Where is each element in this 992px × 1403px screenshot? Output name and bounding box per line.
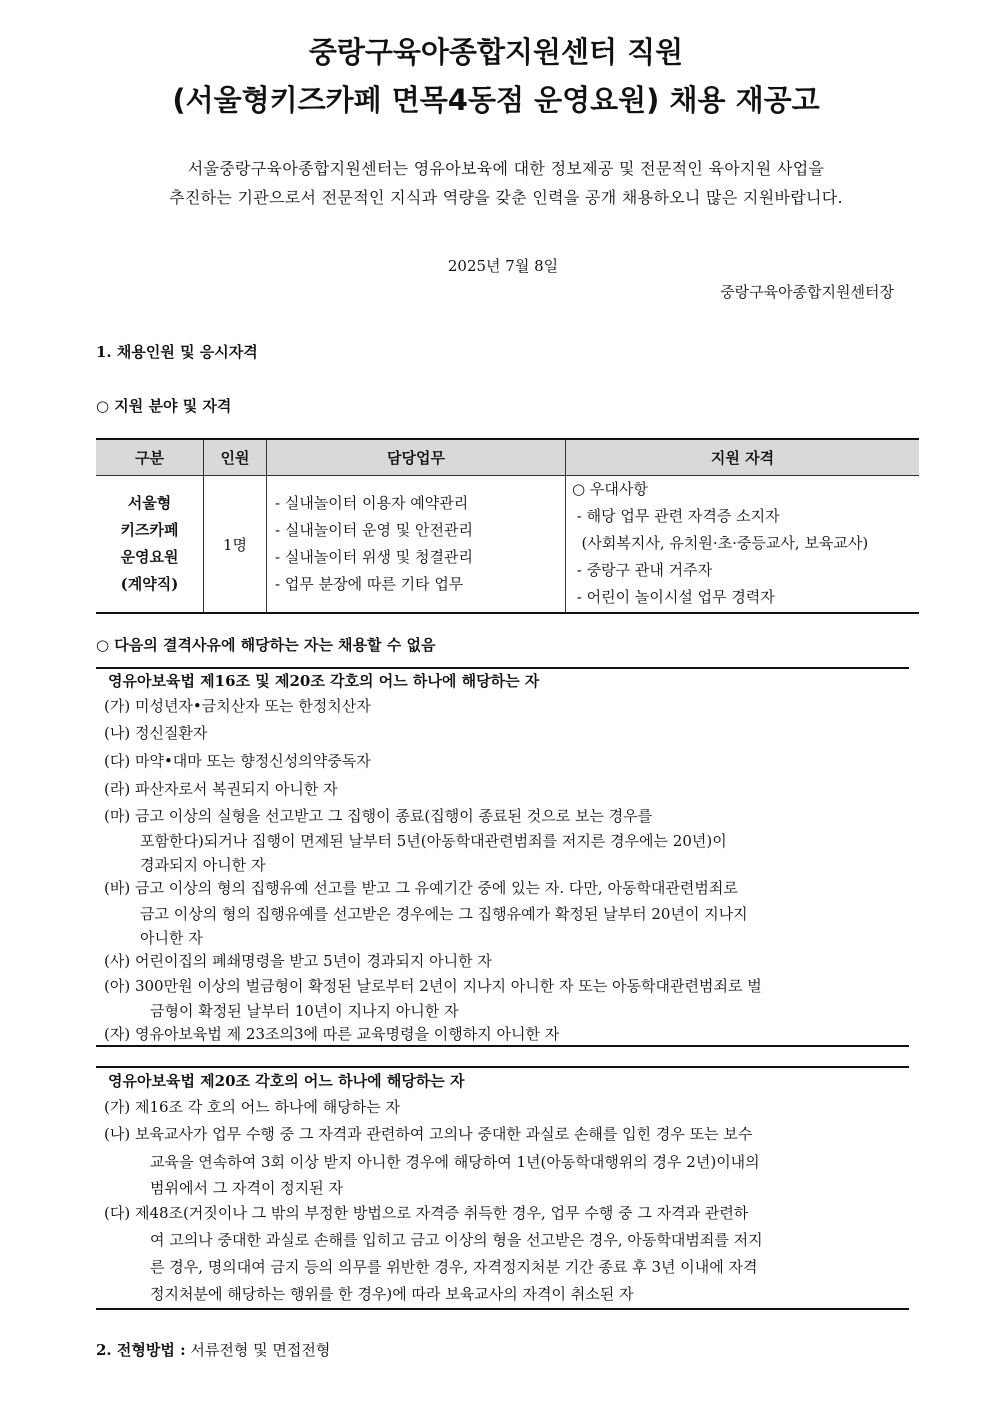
block1-item-da: (다) 마약•대마 또는 향정신성의약중독자	[104, 752, 371, 770]
duty-item: - 실내놀이터 운영 및 안전관리	[275, 521, 474, 539]
header-qualifications: 지원 자격	[566, 439, 920, 476]
qualification-item: - 해당 업무 관련 자격증 소지자	[572, 507, 780, 525]
qualification-item: ○ 우대사항	[572, 480, 648, 498]
section2-line	[96, 1339, 330, 1360]
section1-heading: 1. 채용인원 및 응시자격	[96, 343, 258, 361]
table-header-row	[96, 439, 919, 476]
block1-title: 영유아보육법 제16조 및 제20조 각호의 어느 하나에 해당하는 자	[108, 672, 540, 690]
block2-title: 영유아보육법 제20조 각호의 어느 하나에 해당하는 자	[108, 1072, 465, 1090]
section2-value: 서류전형 및 면접전형	[190, 1341, 331, 1359]
block2-bottom-rule	[96, 1308, 909, 1310]
block1-item-ma-line2: 포함한다)되거나 집행이 면제된 날부터 5년(아동학대관련범죄를 저지른 경우에는 20년)이	[140, 832, 727, 850]
block2-item-na-line1: (나) 보육교사가 업무 수행 중 그 자격과 관련하여 고의나 중대한 과실로 손해를 입힌 경우 또는 보수	[104, 1125, 753, 1143]
header-category: 구분	[96, 439, 204, 476]
block1-item-a-line1: (아) 300만원 이상의 벌금형이 확정된 날로부터 2년이 지나지 아니한 자 또는 아동학대관련범죄로 벌	[104, 977, 762, 995]
block1-item-ja: (자) 영유아보육법 제 23조의3에 따른 교육명령을 이행하지 아니한 자	[104, 1025, 560, 1043]
block1-item-na: (나) 정신질환자	[104, 724, 208, 742]
section2-heading: 2. 전형방법 :	[96, 1341, 186, 1359]
block1-item-ba-line1: (바) 금고 이상의 형의 집행유예 선고를 받고 그 유예기간 중에 있는 자. 다만, 아동학대관련범죄로	[104, 879, 738, 897]
category-cell	[96, 476, 204, 614]
qualification-item: - 중랑구 관내 거주자	[572, 561, 713, 579]
qualification-item: (사회복지사, 유치원·초·중등교사, 보육교사)	[572, 534, 869, 552]
qualification-table	[96, 438, 919, 614]
block2-item-na-line2: 교육을 연속하여 3회 이상 받지 아니한 경우에 해당하여 1년(아동학대행위의 경우 2년)이내의	[150, 1153, 760, 1171]
block1-bottom-rule	[96, 1045, 909, 1047]
page-title-line2: (서울형키즈카페 면목4동점 운영요원) 채용 재공고	[172, 83, 820, 117]
block2-item-da-line2: 여 고의나 중대한 과실로 손해를 입히고 금고 이상의 형을 선고받은 경우, 아동학대범죄를 저지	[150, 1231, 763, 1249]
block2-item-da-line3: 른 경우, 명의대여 금지 등의 의무를 위반한 경우, 자격정지처분 기간 종료 후 3년 이내에 자격	[150, 1258, 758, 1276]
duty-item: - 업무 분장에 따른 기타 업무	[275, 575, 464, 593]
category-line: (계약직)	[120, 575, 179, 593]
block1-item-ra: (라) 파산자로서 복권되지 아니한 자	[104, 780, 338, 798]
block1-item-ba-line3: 아니한 자	[140, 929, 203, 947]
block2-item-na-line3: 범위에서 그 자격이 정지된 자	[150, 1179, 343, 1197]
header-count: 인원	[204, 439, 267, 476]
block2-item-da-line1: (다) 제48조(거짓이나 그 밖의 부정한 방법으로 자격증 취득한 경우, 업무 수행 중 그 자격과 관련하	[104, 1204, 749, 1222]
section1-sub-heading: ○ 지원 분야 및 자격	[96, 397, 232, 415]
disqualification-heading: ○ 다음의 결격사유에 해당하는 자는 채용할 수 없음	[96, 636, 436, 654]
announcement-date: 2025년 7월 8일	[447, 257, 559, 275]
duty-item: - 실내놀이터 이용자 예약관리	[275, 494, 469, 512]
block2-item-ga: (가) 제16조 각 호의 어느 하나에 해당하는 자	[104, 1098, 401, 1116]
category-line: 서울형	[127, 494, 172, 512]
block2-top-rule	[96, 1066, 909, 1068]
duty-item: - 실내놀이터 위생 및 청결관리	[275, 548, 474, 566]
count-cell: 1명	[204, 476, 267, 614]
table-row	[96, 476, 919, 614]
category-line: 키즈카페	[120, 521, 179, 539]
page-title-line1: 중랑구육아종합지원센터 직원	[308, 35, 684, 69]
header-duties: 담당업무	[267, 439, 566, 476]
block1-item-ba-line2: 금고 이상의 형의 집행유예를 선고받은 경우에는 그 집행유예가 확정된 날부터 20년이 지나지	[140, 905, 748, 923]
signer-name: 중랑구육아종합지원센터장	[720, 283, 894, 301]
category-line: 운영요원	[120, 548, 179, 566]
block1-top-rule	[96, 667, 909, 669]
block1-item-ga: (가) 미성년자•금치산자 또는 한정치산자	[104, 697, 371, 715]
block2-item-da-line4: 정지처분에 해당하는 행위를 한 경우)에 따라 보육교사의 자격이 취소된 자	[150, 1285, 634, 1303]
block1-item-sa: (사) 어린이집의 폐쇄명령을 받고 5년이 경과되지 아니한 자	[104, 952, 492, 970]
block1-item-a-line2: 금형이 확정된 날부터 10년이 지나지 아니한 자	[150, 1002, 459, 1020]
qualification-item: - 어린이 놀이시설 업무 경력자	[572, 588, 775, 606]
block1-item-ma-line1: (마) 금고 이상의 실형을 선고받고 그 집행이 종료(집행이 종료된 것으로 보는 경우를	[104, 807, 653, 825]
intro-line2: 추진하는 기관으로서 전문적인 지식과 역량을 갖춘 인력을 공개 채용하오니 많은 지원바랍니다.	[169, 188, 843, 207]
block1-item-ma-line3: 경과되지 아니한 자	[140, 856, 266, 874]
qualifications-cell	[566, 476, 920, 614]
duties-cell	[267, 476, 566, 614]
intro-line1: 서울중랑구육아종합지원센터는 영유아보육에 대한 정보제공 및 전문적인 육아지원 사업을	[187, 159, 825, 178]
